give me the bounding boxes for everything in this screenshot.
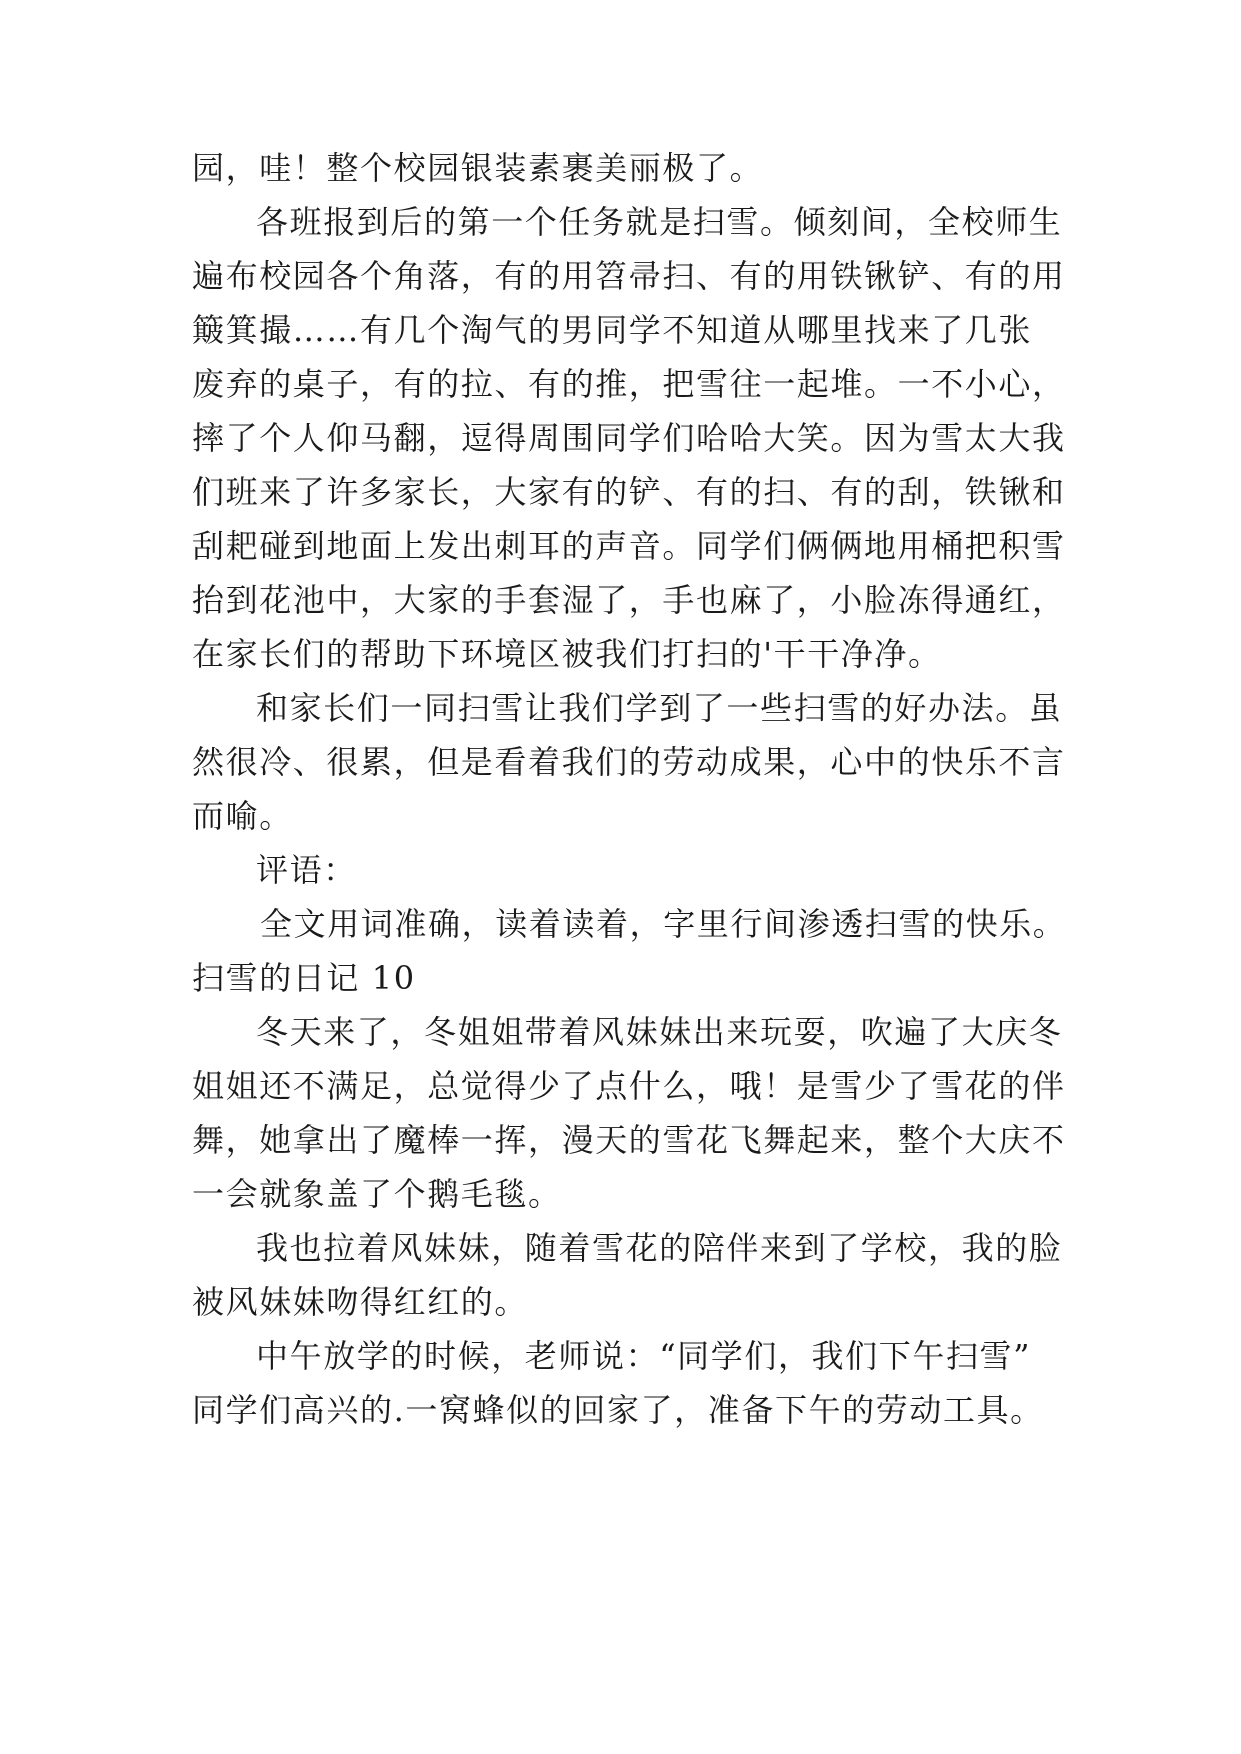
comment-text: 全文用词准确，读着读着，字里行间渗透扫雪的快乐。 bbox=[260, 905, 1067, 943]
text-line: 废弃的桌子，有的拉、有的推，把雪往一起堆。一不小心， bbox=[192, 365, 1066, 403]
text-line: 刮耙碰到地面上发出刺耳的声音。同学们俩俩地用桶把积雪 bbox=[192, 527, 1066, 565]
section-title: 扫雪的日记 10 bbox=[192, 959, 416, 997]
text-line: 然很冷、很累，但是看着我们的劳动成果，心中的快乐不言 bbox=[192, 743, 1066, 781]
paragraph-start: 各班报到后的第一个任务就是扫雪。倾刻间，全校师生 bbox=[256, 203, 1063, 241]
text-line: 们班来了许多家长，大家有的铲、有的扫、有的刮，铁锹和 bbox=[192, 473, 1066, 511]
text-line: 遍布校园各个角落，有的用笤帚扫、有的用铁锹铲、有的用 bbox=[192, 257, 1066, 295]
comment-heading: 评语： bbox=[256, 851, 357, 889]
paragraph-start: 我也拉着风妹妹，随着雪花的陪伴来到了学校，我的脸 bbox=[256, 1229, 1063, 1267]
text-line: 园，哇！整个校园银装素裹美丽极了。 bbox=[192, 149, 764, 187]
text-line: 舞，她拿出了魔棒一挥，漫天的雪花飞舞起来，整个大庆不 bbox=[192, 1121, 1066, 1159]
paragraph-start: 中午放学的时候，老师说：“同学们，我们下午扫雪” bbox=[256, 1337, 1032, 1375]
text-line: 在家长们的帮助下环境区被我们打扫的'干干净净。 bbox=[192, 635, 942, 673]
text-line: 同学们高兴的.一窝蜂似的回家了，准备下午的劳动工具。 bbox=[192, 1391, 1044, 1429]
text-line: 被风妹妹吻得红红的。 bbox=[192, 1283, 529, 1321]
text-line: 一会就象盖了个鹅毛毯。 bbox=[192, 1175, 562, 1213]
text-line: 抬到花池中，大家的手套湿了，手也麻了，小脸冻得通红， bbox=[192, 581, 1066, 619]
text-line: 姐姐还不满足，总觉得少了点什么，哦！是雪少了雪花的伴 bbox=[192, 1067, 1066, 1105]
paragraph-start: 冬天来了，冬姐姐带着风妹妹出来玩耍，吹遍了大庆冬 bbox=[256, 1013, 1063, 1051]
text-line: 簸箕撮……有几个淘气的男同学不知道从哪里找来了几张 bbox=[192, 311, 1033, 349]
paragraph-start: 和家长们一同扫雪让我们学到了一些扫雪的好办法。虽 bbox=[256, 689, 1063, 727]
text-line: 摔了个人仰马翻，逗得周围同学们哈哈大笑。因为雪太大我 bbox=[192, 419, 1066, 457]
text-line: 而喻。 bbox=[192, 797, 293, 835]
